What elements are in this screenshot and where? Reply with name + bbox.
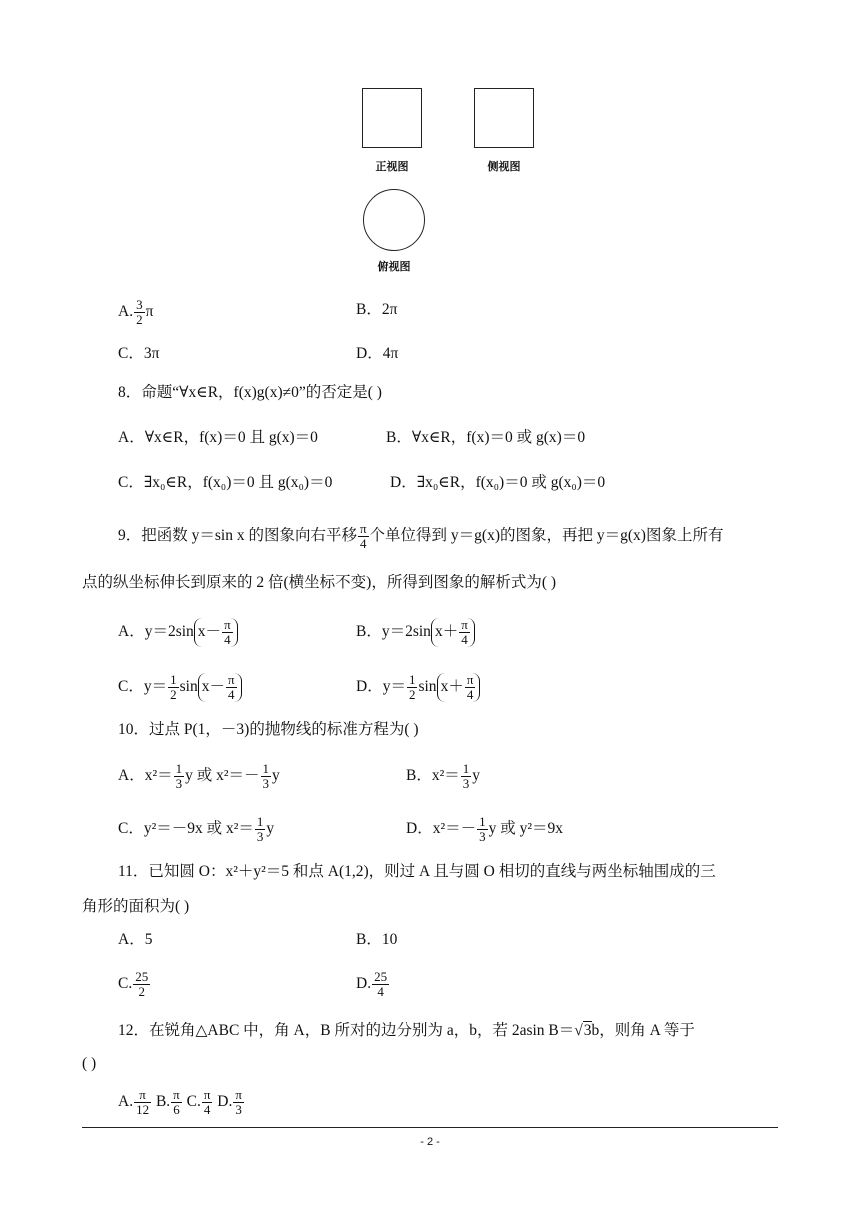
q8-option-d: D．∃x₀∈R，f(x₀)＝0 或 g(x₀)＝0 (390, 474, 606, 491)
q10-option-d: D．x²＝－ $\frac{1}{3}$ y 或 y²＝9x (406, 814, 563, 844)
q10-stem: 10．过点 P(1，－3)的抛物线的标准方程为( ) (118, 721, 419, 738)
q9-option-a: A．y＝2sin x－ $\frac{\pi}{4}$ (118, 618, 238, 647)
q12-options: A. $\frac{\pi}{12}$ B. $\frac{\pi}{6}$ C. $\frac{\pi}{4}$ D. $\frac{\pi}{3}$ (118, 1087, 242, 1117)
q7-option-d: D．4π (356, 345, 399, 362)
q11-option-a: A．5 (118, 931, 153, 948)
front-view-label: 正视图 (375, 160, 409, 173)
q9-option-b: B．y＝2sin x＋ $\frac{\pi}{4}$ (356, 618, 475, 647)
q8-stem: 8．命题“∀x∈R，f(x)g(x)≠0”的否定是( ) (118, 384, 382, 401)
q12-stem-line1: 12．在锐角△ABC 中，角 A，B 所对的边分别为 a，b，若 2asin B＝√3b，则角 A 等于 (118, 1022, 695, 1039)
q9-option-d: D．y＝ $\frac{1}{2}$ sin x＋ $\frac{\pi}{4}$ (356, 673, 480, 702)
side-view-square (474, 88, 534, 148)
q11-option-c: C. $\frac{25}{2}$ (118, 969, 149, 999)
q9-stem-line1: 9．把函数 y＝sin x 的图象向右平移 $\frac{\pi}{4}$ 个单位得到 y＝g(x)的图象，再把 y＝g(x)图象上所有 (118, 521, 724, 551)
page-number: - 2 - (420, 1136, 440, 1148)
q7-option-a: A. $\frac{3}{2}$ π (118, 297, 154, 327)
front-view-square (362, 88, 422, 148)
q11-stem-line2: 角形的面积为( ) (82, 898, 190, 915)
q10-option-c: C．y²＝－9x 或 x²＝ $\frac{1}{3}$ y (118, 814, 275, 844)
q8-option-a: A．∀x∈R，f(x)＝0 且 g(x)＝0 (118, 429, 318, 446)
footer-divider (82, 1127, 778, 1128)
q8-option-b: B．∀x∈R，f(x)＝0 或 g(x)＝0 (386, 429, 586, 446)
q11-stem-line1: 11．已知圆 O：x²＋y²＝5 和点 A(1,2)，则过 A 且与圆 O 相切的直线与两坐标轴围成的三 (118, 863, 716, 880)
q11-option-b: B．10 (356, 931, 398, 948)
q10-option-b: B．x²＝ $\frac{1}{3}$ y (406, 761, 480, 791)
q12-stem-line2: ( ) (82, 1055, 97, 1072)
q9-stem-line2: 点的纵坐标伸长到原来的 2 倍(横坐标不变)，所得到图象的解析式为( ) (82, 574, 557, 591)
q11-option-d: D. $\frac{25}{4}$ (356, 969, 388, 999)
top-view-circle (363, 189, 425, 251)
q10-option-a: A．x²＝ $\frac{1}{3}$ y 或 x²＝－ $\frac{1}{3}$ y (118, 761, 280, 791)
q7-option-c: C．3π (118, 345, 160, 362)
q8-option-c: C．∃x₀∈R，f(x₀)＝0 且 g(x₀)＝0 (118, 474, 333, 491)
side-view-label: 侧视图 (487, 160, 521, 173)
q9-option-c: C．y＝ $\frac{1}{2}$ sin x－ $\frac{\pi}{4}$ (118, 673, 242, 702)
top-view-label: 俯视图 (377, 260, 411, 273)
q7-option-b: B．2π (356, 301, 398, 318)
